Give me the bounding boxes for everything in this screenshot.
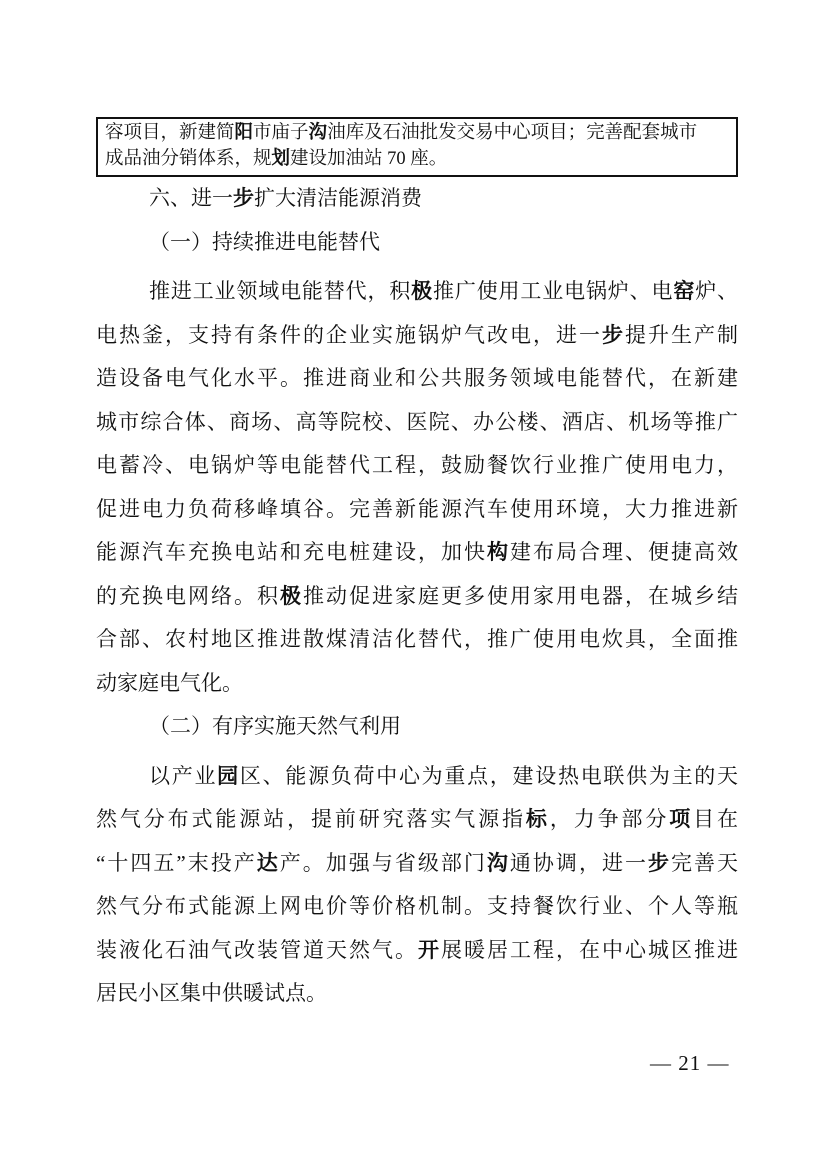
text: 合部、农村地区推进散煤清洁化替代，推广使用电炊具，全面推 — [96, 627, 738, 651]
text: 推动促进家庭更多使用家用电器，在城乡结 — [303, 583, 738, 608]
paragraph-line — [96, 885, 738, 929]
paragraph-line — [96, 618, 738, 662]
paragraph-line — [96, 270, 738, 314]
text: 然气分布式能源站，提前研究落实气源指 — [96, 807, 526, 831]
text: 扩大清洁能源消费 — [254, 186, 422, 210]
emphasized-text: 窑 — [673, 279, 696, 303]
paragraph-line — [96, 842, 738, 886]
text: 能源汽车充换电站和充电桩建设，加快 — [96, 540, 487, 564]
text: 然气分布式能源上网电价等价格机制。支持餐饮行业、个人等瓶 — [96, 894, 738, 918]
emphasized-text: 沟 — [486, 850, 510, 875]
emphasized-text: 极 — [280, 583, 303, 608]
text: “十四五”末投产 — [96, 850, 257, 875]
page-number: — 21 — — [650, 1051, 730, 1075]
text: 居民小区集中供暖试点。 — [96, 981, 327, 1005]
paragraph-line — [96, 357, 738, 401]
emphasized-text: 项 — [669, 807, 694, 831]
emphasized-text: 步 — [602, 322, 625, 347]
text: 容项目，新建简 — [105, 123, 235, 143]
text: 促进电力负荷移峰填谷。完善新能源汽车使用环境，大力推进新 — [96, 496, 738, 521]
text: 提升生产制 — [625, 322, 738, 347]
boxed-paragraph-line — [105, 147, 729, 173]
text: （二）有序实施天然气利用 — [149, 714, 401, 738]
text: 通协调，进一 — [509, 850, 648, 875]
emphasized-text: 达 — [256, 850, 280, 875]
text: 电蓄冷、电锅炉等电能替代工程，鼓励餐饮行业推广使用电力， — [96, 453, 738, 477]
text: 炉、 — [695, 279, 738, 303]
text: 动家庭电气化。 — [96, 670, 243, 695]
emphasized-text: 极 — [411, 279, 434, 303]
text: 推广使用工业电锅炉、电 — [433, 279, 674, 303]
text: 油库及石油批发交易中心项目；完善配套城市 — [327, 123, 698, 143]
emphasized-text: 园 — [217, 763, 240, 788]
boxed-paragraph — [96, 117, 738, 177]
paragraph-line — [96, 488, 738, 532]
paragraph-line — [96, 531, 738, 575]
text: 电热釜，支持有条件的企业实施锅炉气改电，进一 — [96, 322, 602, 347]
text: 展暖居工程，在中心城区推进 — [441, 937, 738, 962]
text: 以产业 — [149, 763, 218, 788]
text: 区、能源负荷中心为重点，建设热电联供为主的天 — [239, 763, 738, 788]
paragraph-line — [96, 314, 738, 358]
text: （一）持续推进电能替代 — [149, 229, 380, 254]
paragraph-line — [96, 972, 738, 1016]
text: 建设加油站 70 座。 — [290, 148, 448, 169]
text: 装液化石油气改装管道天然气。 — [96, 937, 418, 962]
paragraph-line — [96, 662, 738, 706]
emphasized-text: 沟 — [308, 123, 328, 143]
paragraph-line — [96, 798, 738, 842]
document-body — [96, 177, 738, 1016]
text: 完善天 — [671, 850, 738, 875]
emphasized-text: 开 — [418, 937, 441, 962]
emphasized-text: 阳 — [234, 123, 254, 143]
text: 的充换电网络。积 — [96, 583, 280, 608]
emphasized-text: 步 — [233, 186, 254, 210]
text: 建布局合理、便捷高效 — [510, 540, 738, 564]
text: 城市综合体、商场、高等院校、医院、办公楼、酒店、机场等推广 — [96, 409, 738, 434]
paragraph-line — [96, 755, 738, 799]
text: 成品油分销体系，规 — [105, 148, 272, 169]
emphasized-text: 步 — [647, 850, 671, 875]
boxed-paragraph-line — [105, 121, 729, 147]
paragraph-line — [96, 929, 738, 973]
text: 造设备电气化水平。推进商业和公共服务领域电能替代，在新建 — [96, 366, 738, 390]
emphasized-text: 标 — [525, 807, 550, 831]
paragraph-line — [96, 444, 738, 488]
emphasized-text: 划 — [271, 148, 291, 169]
text: 推进工业领域电能替代，积 — [149, 279, 412, 303]
text: 市庙子 — [253, 123, 309, 143]
text: ，力争部分 — [549, 807, 670, 831]
paragraph-line — [96, 401, 738, 445]
subsection-heading — [96, 221, 738, 265]
subsection-heading — [96, 705, 738, 749]
text: 产。加强与省级部门 — [279, 850, 487, 875]
text: 六、进一 — [149, 186, 233, 210]
text: 目在 — [693, 807, 738, 831]
section-heading — [96, 177, 738, 221]
paragraph-line — [96, 575, 738, 619]
emphasized-text: 构 — [487, 540, 510, 564]
